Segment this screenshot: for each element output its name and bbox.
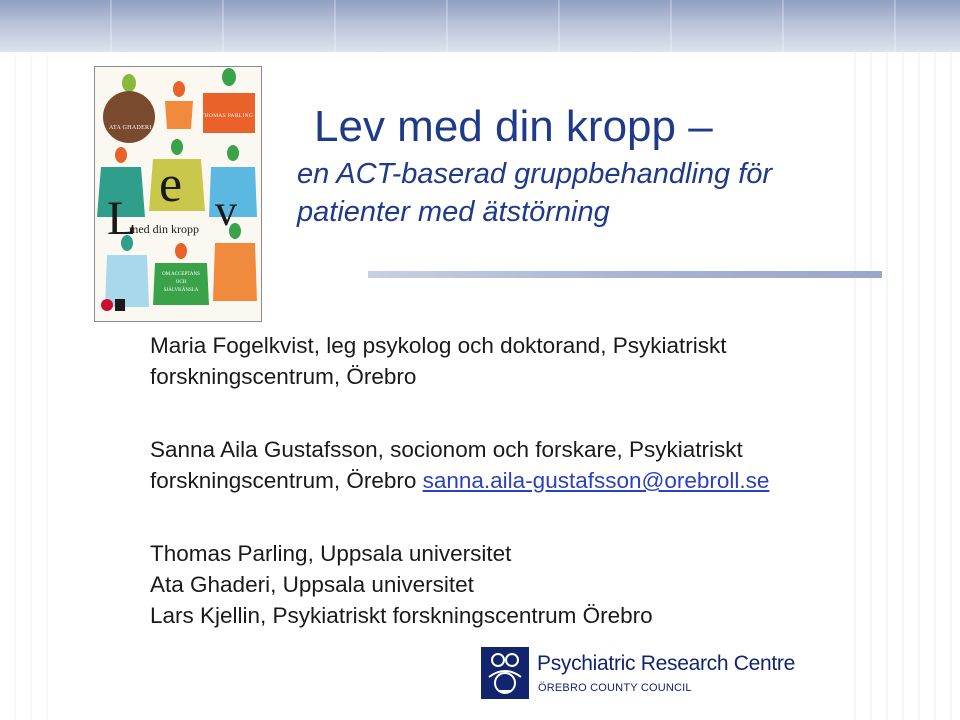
author-line: Lars Kjellin, Psykiatriskt forskningscentrum Örebro [150, 603, 653, 628]
book-cover [94, 66, 262, 322]
header-stripes [0, 0, 960, 52]
cover-author-right: THOMAS PARLING [201, 113, 254, 119]
author-line: Thomas Parling, Uppsala universitet [150, 541, 512, 566]
cover-note-line: OM ACCEPTANS [162, 272, 200, 277]
author-block-gustafsson [150, 434, 769, 496]
title-divider [368, 271, 882, 278]
slide-subtitle [297, 155, 772, 231]
right-background-stripes [840, 52, 960, 720]
figure-top-mid [165, 81, 193, 129]
cover-letter-l: L [107, 192, 137, 245]
subtitle-line: patienter med ätstörning [297, 196, 610, 228]
author-line: Sanna Aila Gustafsson, socionom och forskare, Psykiatriskt [150, 437, 743, 462]
logo-council: ÖREBRO COUNTY COUNCIL [538, 682, 692, 694]
cover-letter-e: e [159, 156, 183, 213]
cover-note-line: SJÄLVKÄNSLA [163, 288, 199, 293]
left-background-stripes [0, 52, 60, 720]
logo-mark-graphic [481, 647, 529, 699]
author-line: forskningscentrum, Örebro [150, 364, 417, 389]
cover-subtitle: med din kropp [129, 222, 199, 236]
research-centre-logo-icon [481, 647, 529, 699]
author-block-fogelkvist [150, 330, 727, 392]
cover-note-line: OCH [175, 280, 187, 285]
figure-top-left [103, 74, 155, 143]
slide-title: Lev med din kropp – [314, 102, 713, 151]
header-band [0, 0, 960, 52]
cover-author-left: ATA GHADERI [109, 125, 152, 131]
subtitle-line: en ACT-baserad gruppbehandling för [297, 158, 773, 190]
cover-note [153, 271, 209, 295]
figure-top-right [203, 68, 255, 133]
author-block-coauthors [150, 538, 653, 631]
email-link[interactable]: sanna.aila-gustafsson@orebroll.se [422, 468, 770, 493]
logo-name: Psychiatric Research Centre [537, 652, 795, 675]
cover-letter-v: v [215, 186, 237, 235]
author-line [150, 465, 769, 496]
author-affiliation: forskningscentrum, Örebro [150, 468, 423, 493]
author-line: Ata Ghaderi, Uppsala universitet [150, 572, 474, 597]
author-line: Maria Fogelkvist, leg psykolog och doktorand, Psykiatriskt [150, 333, 727, 358]
